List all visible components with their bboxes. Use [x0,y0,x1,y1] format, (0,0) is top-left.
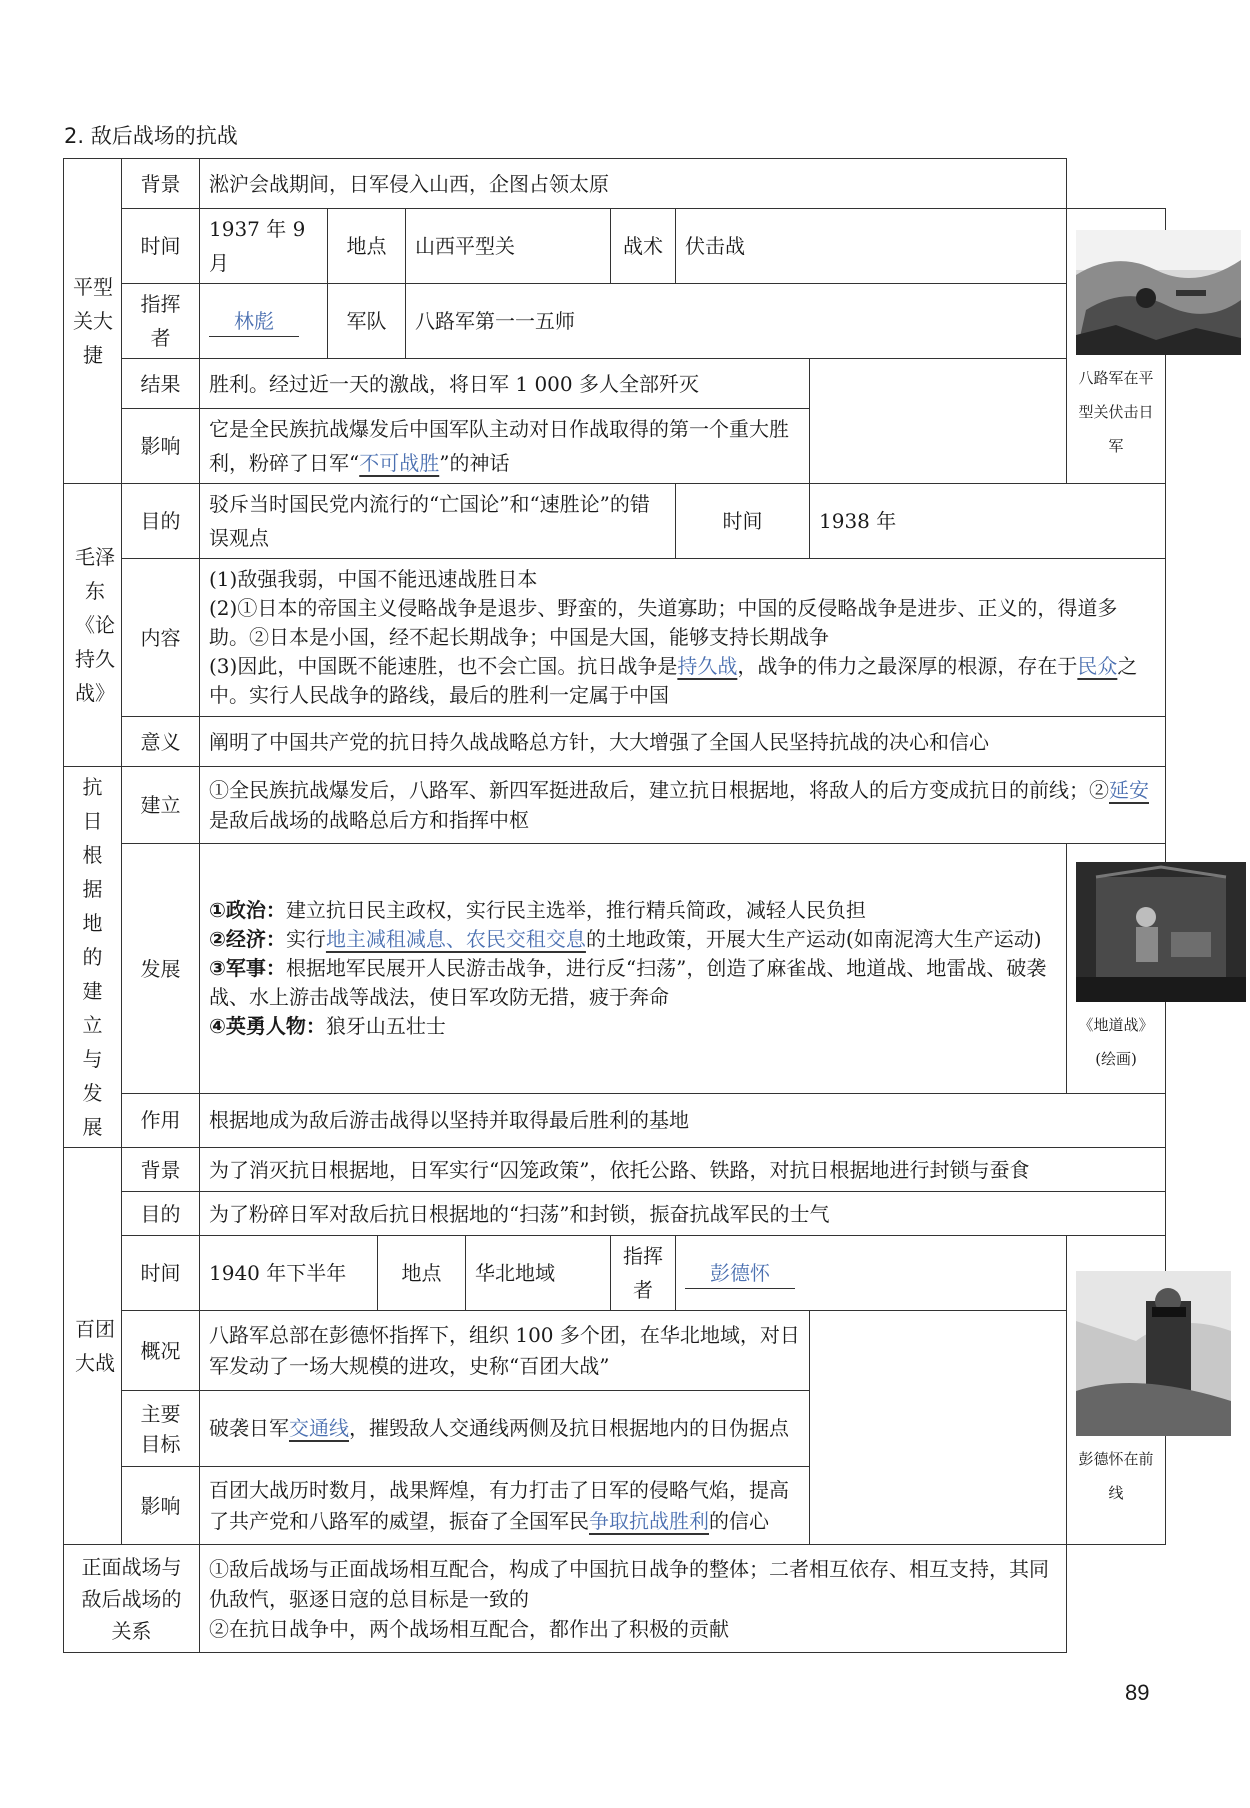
label: 影响 [122,409,200,484]
fill-blank: 民众 [1077,654,1118,678]
label: 时间 [122,1236,200,1311]
label: 背景 [122,159,200,209]
label: 目的 [122,484,200,559]
cell: 八路军总部在彭德怀指挥下，组织 100 多个团，在华北地域，对日军发动了一场大规模的进攻，史称“百团大战” [200,1311,810,1391]
label: 地点 [328,209,406,284]
cell: (1)敌强我弱，中国不能迅速战胜日本 (2)①日本的帝国主义侵略战争是退步、野蛮的，失道寡助；中国的反侵略战争是进步、正义的，得道多助。②日本是小国，经不起长期战争；中国是大国，能够支持长期战争 (3)因此，中国既不能速胜，也不会亡国。抗日战争是持久战，战争的伟力之最深厚的根源，存在于民众之中。实行人民战争的路线，最后的胜利一定属于中国 [200,559,1166,717]
label: 结果 [122,359,200,409]
cell: 驳斥当时国民党内流行的“亡国论”和“速胜论”的错误观点 [200,484,676,559]
page-number: 89 [1125,1680,1150,1705]
tunnel-painting-image [1076,862,1246,1002]
cell [676,1236,1067,1311]
cell: 华北地域 [466,1236,611,1311]
cell: 百团大战历时数月，战果辉煌，有力打击了日军的侵略气焰，提高了共产党和八路军的威望，振奋了全国军民争取抗战胜利的信心 [200,1467,810,1545]
cell [200,284,328,359]
topic-base: 抗日根据地的建立与发展 [64,767,122,1148]
topic-pingxingguan: 平型关大捷 [64,159,122,484]
fill-blank: 不可战胜 [359,451,440,475]
label: 发展 [122,844,200,1093]
label: 战术 [611,209,676,284]
battle-photo-image [1076,230,1241,355]
cell: 1938 年 [810,484,1166,559]
fill-blank: 地主减租减息、农民交租交息 [325,927,586,951]
cell: ①敌后战场与正面战场相互配合，构成了中国抗日战争的整体；二者相互依存、相互支持，其同仇敌忾，驱逐日寇的总目标是一致的 ②在抗日战争中，两个战场相互配合，都作出了积极的贡献 [200,1545,1067,1653]
cell: 根据地成为敌后游击战得以坚持并取得最后胜利的基地 [200,1093,1166,1147]
label: 时间 [676,484,810,559]
fill-blank: 交通线 [289,1416,349,1440]
label: 内容 [122,559,200,717]
fill-blank: 林彪 [209,306,299,337]
fill-blank: 争取抗战胜利 [589,1508,709,1533]
painting-didaozhan [1067,844,1166,1093]
photo-caption: 八路军在平型关伏击日军 [1078,368,1154,455]
fill-blank: 彭德怀 [685,1258,795,1289]
label: 时间 [122,209,200,284]
section-title: 2. 敌后战场的抗战 [64,124,238,148]
cell: 伏击战 [676,209,1067,284]
label: 地点 [378,1236,466,1311]
commander-photo-image [1076,1271,1231,1436]
label: 概况 [122,1311,200,1391]
cell: 阐明了中国共产党的抗日持久战战略总方针，大大增强了全国人民坚持抗战的决心和信心 [200,717,1166,767]
cell: 它是全民族抗战爆发后中国军队主动对日作战取得的第一个重大胜利，粉碎了日军“不可战胜”的神话 [200,409,810,484]
label: 建立 [122,767,200,844]
fill-blank: 持久战 [677,654,738,678]
label: 背景 [122,1148,200,1192]
photo-pengdehuai [1067,1236,1166,1545]
cell: 胜利。经过近一天的激战，将日军 1 000 多人全部歼灭 [200,359,810,409]
topic-baituan: 百团大战 [64,1148,122,1545]
cell: 1940 年下半年 [200,1236,378,1311]
cell: 1937 年 9 月 [200,209,328,284]
fill-blank: 延安 [1109,778,1149,803]
label: 指挥者 [611,1236,676,1311]
photo-caption: 彭德怀在前线 [1078,1449,1154,1502]
cell: 山西平型关 [406,209,611,284]
cell: ①全民族抗战爆发后，八路军、新四军挺进敌后，建立抗日根据地，将敌人的后方变成抗日的前线；②延安是敌后战场的战略总后方和指挥中枢 [200,767,1166,844]
cell: 为了消灭抗日根据地，日军实行“囚笼政策”，依托公路、铁路，对抗日根据地进行封锁与蚕食 [200,1148,1166,1192]
topic-relation: 正面战场与敌后战场的关系 [64,1545,200,1653]
label: 目的 [122,1192,200,1236]
label: 主要目标 [122,1391,200,1467]
history-table [63,158,1166,1653]
cell: 破袭日军交通线，摧毁敌人交通线两侧及抗日根据地内的日伪据点 [200,1391,810,1467]
label: 军队 [328,284,406,359]
photo-pingxingguan [1067,209,1166,484]
topic-lunchijiu: 毛泽东《论持久战》 [64,484,122,767]
label: 指挥者 [122,284,200,359]
label: 作用 [122,1093,200,1147]
cell: 八路军第一一五师 [406,284,1067,359]
label: 影响 [122,1467,200,1545]
photo-caption: 《地道战》(绘画) [1078,1015,1154,1068]
label: 意义 [122,717,200,767]
cell: 为了粉碎日军对敌后抗日根据地的“扫荡”和封锁，振奋抗战军民的士气 [200,1192,1166,1236]
cell: ①政治：建立抗日民主政权，实行民主选举，推行精兵简政，减轻人民负担 ②经济：实行地主减租减息、农民交租交息的土地政策，开展大生产运动(如南泥湾大生产运动) ③军事：根据地军民展开人民游击战争，进行反“扫荡”，创造了麻雀战、地道战、地雷战、破袭战、水上游击战等战法，使日军攻防无措，疲于奔命 ④英勇人物：狼牙山五壮士 [200,844,1067,1093]
cell: 淞沪会战期间，日军侵入山西，企图占领太原 [200,159,1067,209]
